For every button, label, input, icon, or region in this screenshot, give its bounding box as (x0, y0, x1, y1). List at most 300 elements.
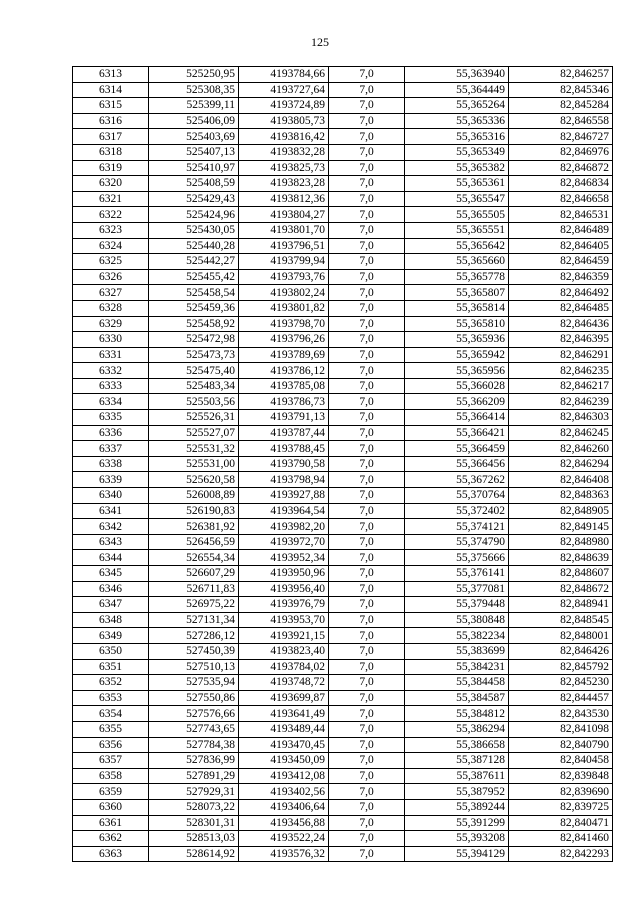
table-row (73, 550, 613, 566)
point-number-cell: 6336 (73, 425, 149, 441)
table-row (73, 176, 613, 192)
x-coordinate-cell: 526190,83 (149, 503, 239, 519)
longitude-cell: 82,848639 (509, 550, 613, 566)
x-coordinate-cell: 525429,43 (149, 191, 239, 207)
y-coordinate-cell: 4193816,42 (239, 129, 329, 145)
longitude-cell: 82,846426 (509, 643, 613, 659)
longitude-cell: 82,848941 (509, 597, 613, 613)
latitude-cell: 55,394129 (405, 846, 509, 862)
y-coordinate-cell: 4193699,87 (239, 690, 329, 706)
x-coordinate-cell: 525424,96 (149, 207, 239, 223)
table-row (73, 659, 613, 675)
point-number-cell: 6358 (73, 768, 149, 784)
point-number-cell: 6327 (73, 285, 149, 301)
latitude-cell: 55,366421 (405, 425, 509, 441)
point-number-cell: 6344 (73, 550, 149, 566)
x-coordinate-cell: 527743,65 (149, 721, 239, 737)
x-coordinate-cell: 525620,58 (149, 472, 239, 488)
y-coordinate-cell: 4193412,08 (239, 768, 329, 784)
x-coordinate-cell: 527576,66 (149, 706, 239, 722)
x-coordinate-cell: 525458,54 (149, 285, 239, 301)
height-cell: 7,0 (329, 144, 405, 160)
table-row (73, 831, 613, 847)
height-cell: 7,0 (329, 488, 405, 504)
height-cell: 7,0 (329, 472, 405, 488)
longitude-cell: 82,846558 (509, 113, 613, 129)
table-row (73, 425, 613, 441)
height-cell: 7,0 (329, 612, 405, 628)
longitude-cell: 82,846260 (509, 441, 613, 457)
table-row (73, 753, 613, 769)
height-cell: 7,0 (329, 690, 405, 706)
longitude-cell: 82,848545 (509, 612, 613, 628)
point-number-cell: 6316 (73, 113, 149, 129)
point-number-cell: 6359 (73, 784, 149, 800)
x-coordinate-cell: 526554,34 (149, 550, 239, 566)
longitude-cell: 82,846489 (509, 222, 613, 238)
y-coordinate-cell: 4193796,26 (239, 332, 329, 348)
table-row (73, 441, 613, 457)
table-row (73, 597, 613, 613)
table-row (73, 222, 613, 238)
height-cell: 7,0 (329, 254, 405, 270)
latitude-cell: 55,377081 (405, 581, 509, 597)
y-coordinate-cell: 4193976,79 (239, 597, 329, 613)
x-coordinate-cell: 528513,03 (149, 831, 239, 847)
latitude-cell: 55,365814 (405, 300, 509, 316)
y-coordinate-cell: 4193748,72 (239, 675, 329, 691)
height-cell: 7,0 (329, 378, 405, 394)
x-coordinate-cell: 527286,12 (149, 628, 239, 644)
latitude-cell: 55,383699 (405, 643, 509, 659)
x-coordinate-cell: 525410,97 (149, 160, 239, 176)
y-coordinate-cell: 4193952,34 (239, 550, 329, 566)
height-cell: 7,0 (329, 581, 405, 597)
table-row (73, 363, 613, 379)
latitude-cell: 55,365336 (405, 113, 509, 129)
table-row (73, 534, 613, 550)
x-coordinate-cell: 525472,98 (149, 332, 239, 348)
x-coordinate-cell: 528301,31 (149, 815, 239, 831)
y-coordinate-cell: 4193788,45 (239, 441, 329, 457)
x-coordinate-cell: 525399,11 (149, 98, 239, 114)
height-cell: 7,0 (329, 721, 405, 737)
table-row (73, 332, 613, 348)
latitude-cell: 55,384231 (405, 659, 509, 675)
longitude-cell: 82,846436 (509, 316, 613, 332)
height-cell: 7,0 (329, 768, 405, 784)
point-number-cell: 6313 (73, 67, 149, 83)
height-cell: 7,0 (329, 207, 405, 223)
longitude-cell: 82,844457 (509, 690, 613, 706)
y-coordinate-cell: 4193798,94 (239, 472, 329, 488)
y-coordinate-cell: 4193450,09 (239, 753, 329, 769)
height-cell: 7,0 (329, 675, 405, 691)
y-coordinate-cell: 4193972,70 (239, 534, 329, 550)
x-coordinate-cell: 525408,59 (149, 176, 239, 192)
longitude-cell: 82,845346 (509, 82, 613, 98)
point-number-cell: 6362 (73, 831, 149, 847)
height-cell: 7,0 (329, 628, 405, 644)
height-cell: 7,0 (329, 597, 405, 613)
y-coordinate-cell: 4193801,82 (239, 300, 329, 316)
table-row (73, 347, 613, 363)
height-cell: 7,0 (329, 222, 405, 238)
latitude-cell: 55,372402 (405, 503, 509, 519)
coordinates-table (72, 66, 613, 862)
point-number-cell: 6317 (73, 129, 149, 145)
longitude-cell: 82,848001 (509, 628, 613, 644)
latitude-cell: 55,374790 (405, 534, 509, 550)
table-row (73, 269, 613, 285)
table-row (73, 394, 613, 410)
longitude-cell: 82,843530 (509, 706, 613, 722)
longitude-cell: 82,845284 (509, 98, 613, 114)
x-coordinate-cell: 526456,59 (149, 534, 239, 550)
table-row (73, 799, 613, 815)
latitude-cell: 55,365660 (405, 254, 509, 270)
table-row (73, 643, 613, 659)
point-number-cell: 6350 (73, 643, 149, 659)
point-number-cell: 6318 (73, 144, 149, 160)
latitude-cell: 55,365642 (405, 238, 509, 254)
point-number-cell: 6338 (73, 456, 149, 472)
latitude-cell: 55,387611 (405, 768, 509, 784)
x-coordinate-cell: 525442,27 (149, 254, 239, 270)
table-body (73, 67, 613, 862)
longitude-cell: 82,848363 (509, 488, 613, 504)
point-number-cell: 6363 (73, 846, 149, 862)
latitude-cell: 55,386658 (405, 737, 509, 753)
table-row (73, 113, 613, 129)
longitude-cell: 82,846976 (509, 144, 613, 160)
y-coordinate-cell: 4193786,12 (239, 363, 329, 379)
longitude-cell: 82,839848 (509, 768, 613, 784)
x-coordinate-cell: 525250,95 (149, 67, 239, 83)
latitude-cell: 55,379448 (405, 597, 509, 613)
point-number-cell: 6335 (73, 410, 149, 426)
longitude-cell: 82,846235 (509, 363, 613, 379)
y-coordinate-cell: 4193953,70 (239, 612, 329, 628)
page-number: 125 (311, 35, 329, 49)
height-cell: 7,0 (329, 285, 405, 301)
longitude-cell: 82,846408 (509, 472, 613, 488)
table-row (73, 737, 613, 753)
height-cell: 7,0 (329, 269, 405, 285)
latitude-cell: 55,365551 (405, 222, 509, 238)
longitude-cell: 82,840458 (509, 753, 613, 769)
point-number-cell: 6333 (73, 378, 149, 394)
latitude-cell: 55,365956 (405, 363, 509, 379)
height-cell: 7,0 (329, 566, 405, 582)
latitude-cell: 55,386294 (405, 721, 509, 737)
longitude-cell: 82,846257 (509, 67, 613, 83)
table-row (73, 690, 613, 706)
x-coordinate-cell: 527929,31 (149, 784, 239, 800)
height-cell: 7,0 (329, 363, 405, 379)
y-coordinate-cell: 4193812,36 (239, 191, 329, 207)
x-coordinate-cell: 528073,22 (149, 799, 239, 815)
longitude-cell: 82,846239 (509, 394, 613, 410)
y-coordinate-cell: 4193921,15 (239, 628, 329, 644)
latitude-cell: 55,366459 (405, 441, 509, 457)
latitude-cell: 55,365810 (405, 316, 509, 332)
y-coordinate-cell: 4193964,54 (239, 503, 329, 519)
longitude-cell: 82,846492 (509, 285, 613, 301)
table-row (73, 675, 613, 691)
latitude-cell: 55,384812 (405, 706, 509, 722)
latitude-cell: 55,364449 (405, 82, 509, 98)
latitude-cell: 55,367262 (405, 472, 509, 488)
height-cell: 7,0 (329, 706, 405, 722)
point-number-cell: 6315 (73, 98, 149, 114)
longitude-cell: 82,846872 (509, 160, 613, 176)
point-number-cell: 6321 (73, 191, 149, 207)
table-row (73, 784, 613, 800)
table-row (73, 285, 613, 301)
longitude-cell: 82,846531 (509, 207, 613, 223)
y-coordinate-cell: 4193825,73 (239, 160, 329, 176)
longitude-cell: 82,846459 (509, 254, 613, 270)
table-row (73, 98, 613, 114)
y-coordinate-cell: 4193793,76 (239, 269, 329, 285)
point-number-cell: 6330 (73, 332, 149, 348)
x-coordinate-cell: 527510,13 (149, 659, 239, 675)
x-coordinate-cell: 525475,40 (149, 363, 239, 379)
point-number-cell: 6342 (73, 519, 149, 535)
height-cell: 7,0 (329, 550, 405, 566)
table-row (73, 628, 613, 644)
table-row (73, 254, 613, 270)
table-row (73, 503, 613, 519)
point-number-cell: 6328 (73, 300, 149, 316)
latitude-cell: 55,384587 (405, 690, 509, 706)
longitude-cell: 82,840471 (509, 815, 613, 831)
y-coordinate-cell: 4193406,64 (239, 799, 329, 815)
point-number-cell: 6340 (73, 488, 149, 504)
point-number-cell: 6323 (73, 222, 149, 238)
table-row (73, 144, 613, 160)
y-coordinate-cell: 4193489,44 (239, 721, 329, 737)
latitude-cell: 55,365349 (405, 144, 509, 160)
table-row (73, 472, 613, 488)
height-cell: 7,0 (329, 347, 405, 363)
latitude-cell: 55,391299 (405, 815, 509, 831)
y-coordinate-cell: 4193804,27 (239, 207, 329, 223)
latitude-cell: 55,380848 (405, 612, 509, 628)
x-coordinate-cell: 526711,83 (149, 581, 239, 597)
point-number-cell: 6355 (73, 721, 149, 737)
y-coordinate-cell: 4193576,32 (239, 846, 329, 862)
point-number-cell: 6320 (73, 176, 149, 192)
point-number-cell: 6343 (73, 534, 149, 550)
point-number-cell: 6349 (73, 628, 149, 644)
latitude-cell: 55,365505 (405, 207, 509, 223)
y-coordinate-cell: 4193982,20 (239, 519, 329, 535)
longitude-cell: 82,846291 (509, 347, 613, 363)
longitude-cell: 82,846303 (509, 410, 613, 426)
longitude-cell: 82,846658 (509, 191, 613, 207)
x-coordinate-cell: 526381,92 (149, 519, 239, 535)
y-coordinate-cell: 4193823,40 (239, 643, 329, 659)
point-number-cell: 6329 (73, 316, 149, 332)
x-coordinate-cell: 525531,00 (149, 456, 239, 472)
y-coordinate-cell: 4193832,28 (239, 144, 329, 160)
point-number-cell: 6361 (73, 815, 149, 831)
x-coordinate-cell: 525483,34 (149, 378, 239, 394)
height-cell: 7,0 (329, 67, 405, 83)
table-row (73, 815, 613, 831)
height-cell: 7,0 (329, 129, 405, 145)
x-coordinate-cell: 525455,42 (149, 269, 239, 285)
height-cell: 7,0 (329, 113, 405, 129)
height-cell: 7,0 (329, 332, 405, 348)
height-cell: 7,0 (329, 643, 405, 659)
point-number-cell: 6360 (73, 799, 149, 815)
point-number-cell: 6319 (73, 160, 149, 176)
table-row (73, 67, 613, 83)
table-row (73, 82, 613, 98)
longitude-cell: 82,845230 (509, 675, 613, 691)
height-cell: 7,0 (329, 191, 405, 207)
x-coordinate-cell: 527131,34 (149, 612, 239, 628)
y-coordinate-cell: 4193796,51 (239, 238, 329, 254)
x-coordinate-cell: 525403,69 (149, 129, 239, 145)
y-coordinate-cell: 4193798,70 (239, 316, 329, 332)
x-coordinate-cell: 528614,92 (149, 846, 239, 862)
table-row (73, 846, 613, 862)
height-cell: 7,0 (329, 503, 405, 519)
longitude-cell: 82,839690 (509, 784, 613, 800)
x-coordinate-cell: 525440,28 (149, 238, 239, 254)
table-row (73, 300, 613, 316)
x-coordinate-cell: 525458,92 (149, 316, 239, 332)
height-cell: 7,0 (329, 300, 405, 316)
latitude-cell: 55,366456 (405, 456, 509, 472)
longitude-cell: 82,846359 (509, 269, 613, 285)
y-coordinate-cell: 4193786,73 (239, 394, 329, 410)
longitude-cell: 82,845792 (509, 659, 613, 675)
height-cell: 7,0 (329, 534, 405, 550)
y-coordinate-cell: 4193402,56 (239, 784, 329, 800)
y-coordinate-cell: 4193456,88 (239, 815, 329, 831)
longitude-cell: 82,846405 (509, 238, 613, 254)
longitude-cell: 82,848905 (509, 503, 613, 519)
latitude-cell: 55,375666 (405, 550, 509, 566)
longitude-cell: 82,846395 (509, 332, 613, 348)
height-cell: 7,0 (329, 753, 405, 769)
longitude-cell: 82,839725 (509, 799, 613, 815)
latitude-cell: 55,366028 (405, 378, 509, 394)
height-cell: 7,0 (329, 98, 405, 114)
point-number-cell: 6326 (73, 269, 149, 285)
longitude-cell: 82,846294 (509, 456, 613, 472)
x-coordinate-cell: 525531,32 (149, 441, 239, 457)
latitude-cell: 55,365936 (405, 332, 509, 348)
x-coordinate-cell: 525503,56 (149, 394, 239, 410)
latitude-cell: 55,366209 (405, 394, 509, 410)
latitude-cell: 55,374121 (405, 519, 509, 535)
longitude-cell: 82,846485 (509, 300, 613, 316)
point-number-cell: 6334 (73, 394, 149, 410)
y-coordinate-cell: 4193799,94 (239, 254, 329, 270)
y-coordinate-cell: 4193785,08 (239, 378, 329, 394)
point-number-cell: 6322 (73, 207, 149, 223)
y-coordinate-cell: 4193641,49 (239, 706, 329, 722)
table-row (73, 378, 613, 394)
longitude-cell: 82,848980 (509, 534, 613, 550)
height-cell: 7,0 (329, 659, 405, 675)
x-coordinate-cell: 527784,38 (149, 737, 239, 753)
longitude-cell: 82,846217 (509, 378, 613, 394)
x-coordinate-cell: 525459,36 (149, 300, 239, 316)
table-row (73, 706, 613, 722)
point-number-cell: 6314 (73, 82, 149, 98)
x-coordinate-cell: 525527,07 (149, 425, 239, 441)
longitude-cell: 82,840790 (509, 737, 613, 753)
point-number-cell: 6332 (73, 363, 149, 379)
point-number-cell: 6339 (73, 472, 149, 488)
point-number-cell: 6354 (73, 706, 149, 722)
x-coordinate-cell: 525308,35 (149, 82, 239, 98)
y-coordinate-cell: 4193470,45 (239, 737, 329, 753)
x-coordinate-cell: 525473,73 (149, 347, 239, 363)
latitude-cell: 55,376141 (405, 566, 509, 582)
x-coordinate-cell: 526607,29 (149, 566, 239, 582)
latitude-cell: 55,366414 (405, 410, 509, 426)
y-coordinate-cell: 4193789,69 (239, 347, 329, 363)
height-cell: 7,0 (329, 846, 405, 862)
x-coordinate-cell: 525526,31 (149, 410, 239, 426)
table-row (73, 160, 613, 176)
height-cell: 7,0 (329, 425, 405, 441)
latitude-cell: 55,365547 (405, 191, 509, 207)
x-coordinate-cell: 527836,99 (149, 753, 239, 769)
table-row (73, 519, 613, 535)
latitude-cell: 55,365316 (405, 129, 509, 145)
point-number-cell: 6324 (73, 238, 149, 254)
y-coordinate-cell: 4193522,24 (239, 831, 329, 847)
point-number-cell: 6346 (73, 581, 149, 597)
x-coordinate-cell: 525430,05 (149, 222, 239, 238)
x-coordinate-cell: 526975,22 (149, 597, 239, 613)
point-number-cell: 6325 (73, 254, 149, 270)
height-cell: 7,0 (329, 441, 405, 457)
table-row (73, 612, 613, 628)
point-number-cell: 6353 (73, 690, 149, 706)
point-number-cell: 6357 (73, 753, 149, 769)
table-row (73, 238, 613, 254)
point-number-cell: 6337 (73, 441, 149, 457)
y-coordinate-cell: 4193805,73 (239, 113, 329, 129)
latitude-cell: 55,365382 (405, 160, 509, 176)
table-row (73, 316, 613, 332)
latitude-cell: 55,387952 (405, 784, 509, 800)
y-coordinate-cell: 4193791,13 (239, 410, 329, 426)
longitude-cell: 82,848607 (509, 566, 613, 582)
latitude-cell: 55,387128 (405, 753, 509, 769)
table-row (73, 581, 613, 597)
x-coordinate-cell: 525407,13 (149, 144, 239, 160)
point-number-cell: 6351 (73, 659, 149, 675)
table-row (73, 207, 613, 223)
x-coordinate-cell: 527450,39 (149, 643, 239, 659)
longitude-cell: 82,849145 (509, 519, 613, 535)
y-coordinate-cell: 4193927,88 (239, 488, 329, 504)
height-cell: 7,0 (329, 456, 405, 472)
latitude-cell: 55,363940 (405, 67, 509, 83)
longitude-cell: 82,846245 (509, 425, 613, 441)
